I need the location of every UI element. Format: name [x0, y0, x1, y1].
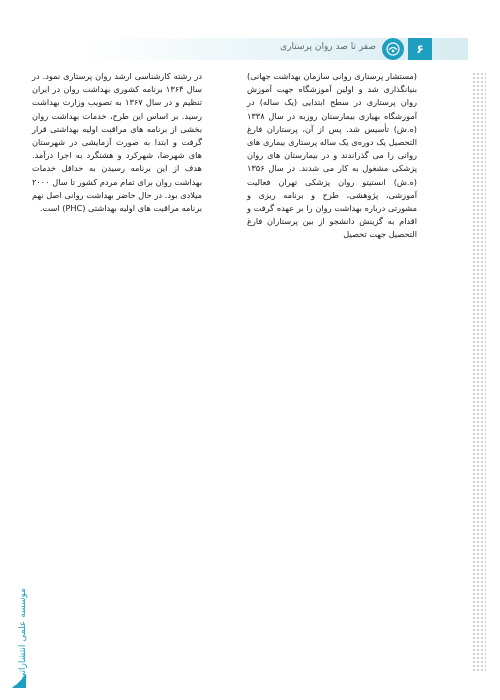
- page-number: ۶: [408, 38, 432, 60]
- publisher-logo-icon: [382, 38, 404, 60]
- text-column-left: [32, 70, 202, 215]
- corner-arrow-icon: [10, 672, 28, 690]
- page-header: [0, 38, 500, 60]
- side-publisher-label: موسسه علمی انتشاراتی: [18, 588, 28, 680]
- running-title: صفر تا صد روان پرستاری: [280, 42, 376, 52]
- text-column-right: [247, 70, 417, 242]
- dotted-border-decoration: [472, 72, 486, 672]
- paragraph: در رشته کارشناسی ارشد روان پرستاری نمود. در سال ۱۳۶۴ برنامه کشوری بهداشت روان در ایران تنظیم و در سال ۱۳۶۷ به تصویب وزارت بهداشت رسید. بر اساس این طرح، خدمات بهداشت روان بخشی از برنامه های مراقبت اولیه بهداشتی قرار گرفت و ابتدا به صورت آزمایشی در شهرستان های شهرضا، شهرکرد و هشتگرد به اجرا درآمد. هدف از این برنامه رسیدن به حداقل خدمات بهداشت روان برای تمام مردم کشور تا سال ۲۰۰۰ میلادی بود. در حال حاضر بهداشت روانی اصل نهم برنامه مراقبت های اولیه بهداشتی (PHC) است.: [32, 71, 203, 214]
- paragraph: (مستشار پرستاری روانی سازمان بهداشت جهانی) بنیانگذاری شد و اولین آموزشگاه جهت آموزش روان پرستاری در سطح ابتدایی (یک ساله) در آموزشگاه بهیاری بیمارستان روزبه در سال ۱۳۳۸ (ه.ش) تأسیس شد. پس از آن، پرستاران فارغ التحصیل یک دوره‌ی یک ساله پرستاری بیماری های روانی را می گذراندند و در بیمارستان های روان پزشکی مشغول به کار می شدند. در سال ۱۳۵۶ (ه.ش) انستیتو روان پزشکی تهران فعالیت آموزشی، پژوهشی، طرح و برنامه ریزی و مشورتی درباره بهداشت روان را بر عهده گرفت و اقدام به گزینش دانشجو از بین پرستاران فارغ التحصیل جهت تحصیل: [247, 71, 417, 240]
